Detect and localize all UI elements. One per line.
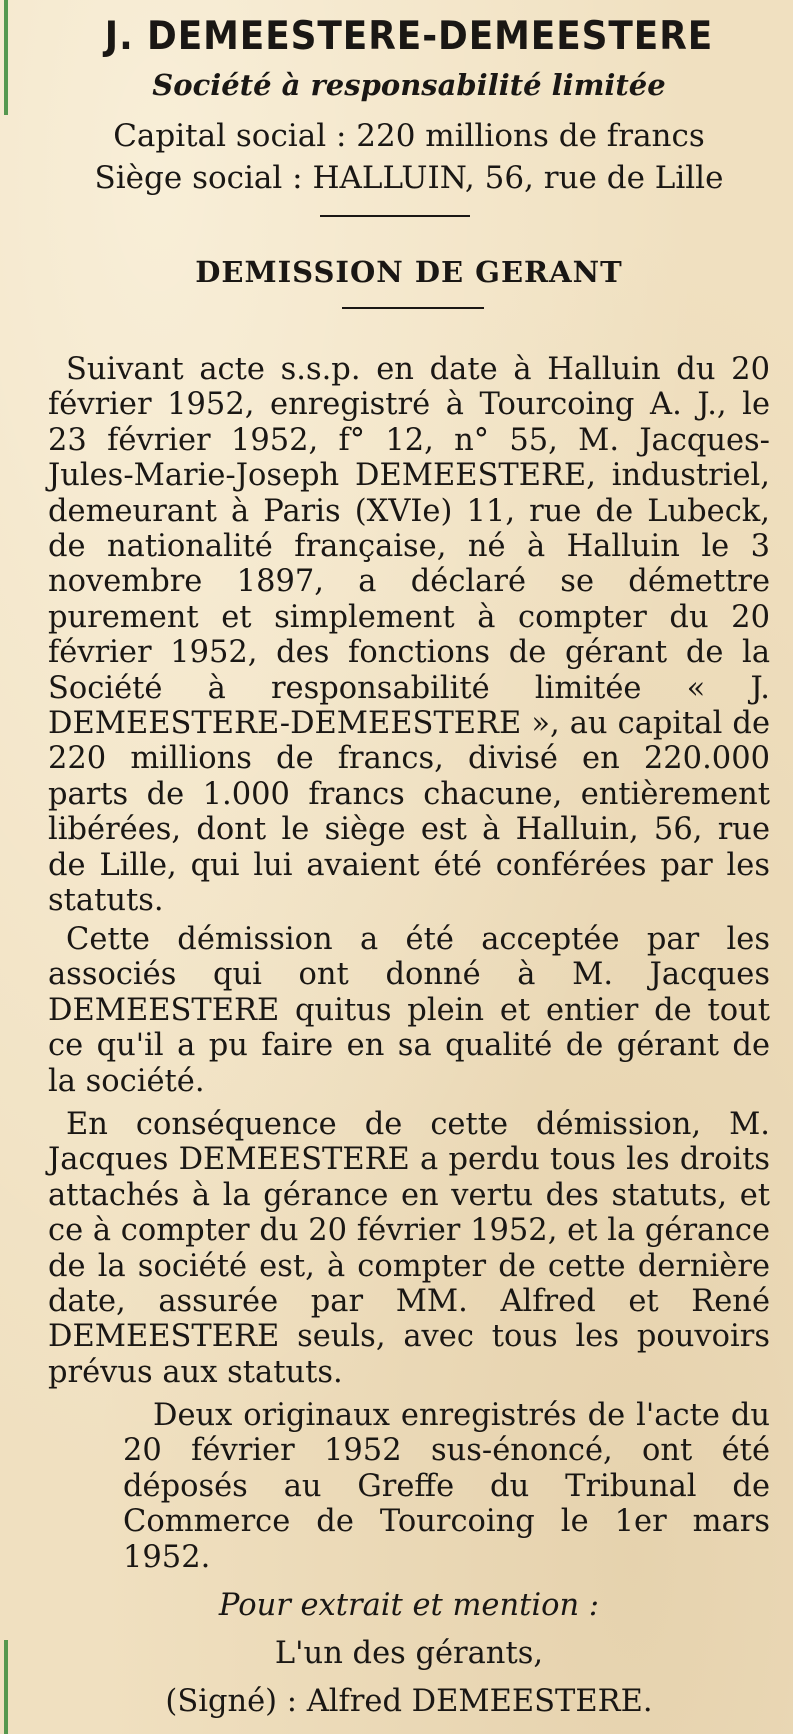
closing-role: L'un des gérants, <box>274 1636 544 1671</box>
closing-signature: (Signé) : Alfred DEMEESTERE. <box>165 1684 653 1719</box>
paragraph-consequence: En conséquence de cette démission, M. Jacques DEMEESTERE a perdu tous les droits attachés à la gérance en vertu des statuts, et ce à compter du 20 février 1952, et la gérance de la société est, à compter de cette dernière date, assurée par MM. Alfred et René DEMEESTERE seuls, avec tous les pouvoirs prévus aux statuts. <box>48 1107 770 1390</box>
divider-heading <box>342 307 484 309</box>
company-name: J. DEMEESTERE-DEMEESTERE <box>104 14 714 59</box>
notice-heading: DEMISSION DE GERANT <box>195 255 623 289</box>
paragraph-filing: Deux originaux enregistrés de l'acte du 20 février 1952 sus-énoncé, ont été déposés au Greffe du Tribunal de Commerce de Tourcoing le 1er mars 1952. <box>123 1398 770 1575</box>
company-form: Société à responsabilité limitée <box>152 68 666 102</box>
paragraph-resignation: Suivant acte s.s.p. en date à Halluin du 20 février 1952, enregistré à Tourcoing A. J., le 23 février 1952, f° 12, n° 55, M. Jacques-Jules-Marie-Joseph DEMEESTERE, industriel, demeurant à Paris (XVIe) 11, rue de Lubeck, de nationalité française, né à Halluin le 3 novembre 1897, a déclaré se démettre purement et simplement à compter du 20 février 1952, des fonctions de gérant de la Société à responsabilité limitée « J. DEMEESTERE-DEMEESTERE », au capital de 220 millions de francs, divisé en 220.000 parts de 1.000 francs chacune, entièrement libérées, dont le siège est à Halluin, 56, rue de Lille, qui lui avaient été conférées par les statuts. <box>48 352 770 919</box>
company-seat: Siège social : HALLUIN, 56, rue de Lille <box>94 160 724 196</box>
green-edge-mark <box>4 0 8 115</box>
closing-mention: Pour extrait et mention : <box>218 1588 600 1623</box>
paragraph-acceptance: Cette démission a été acceptée par les associés qui ont donné à M. Jacques DEMEESTERE quitus plein et entier de tout ce qu'il a pu faire en sa qualité de gérant de la société. <box>48 922 770 1099</box>
company-capital: Capital social : 220 millions de francs <box>113 118 705 154</box>
green-edge-mark-bottom <box>4 1640 8 1734</box>
divider-top <box>320 215 470 217</box>
